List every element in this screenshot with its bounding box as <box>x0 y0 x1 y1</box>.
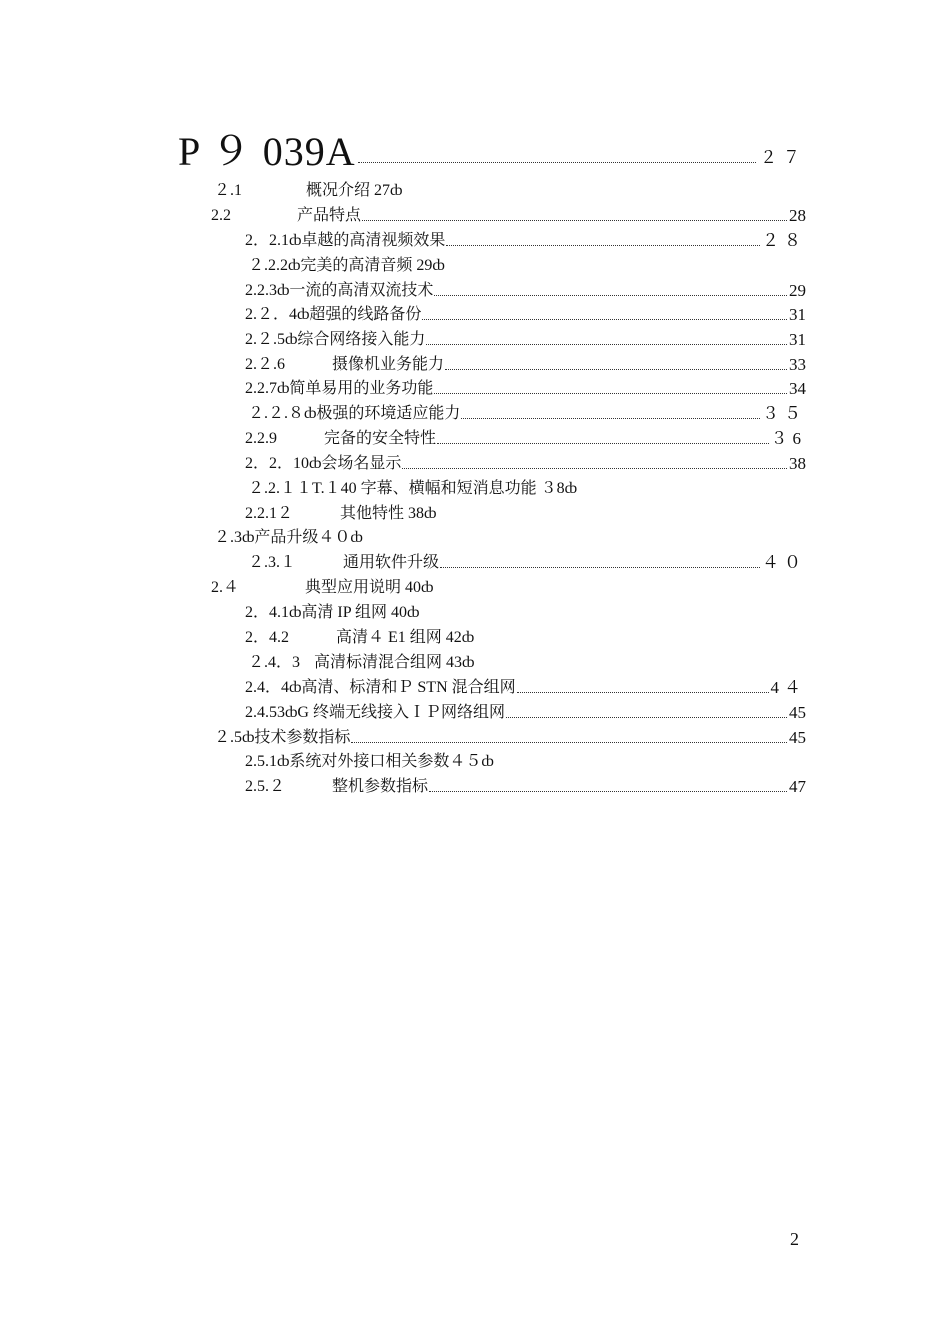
toc-entry-label: 概况介绍 27ȸ <box>306 182 403 199</box>
leader-dots <box>506 716 787 718</box>
toc-entry-number: ２.5 <box>214 729 243 746</box>
toc-entry-label: ȸ极强的环境适应能力 <box>304 405 461 422</box>
toc-entry-number: 2．4.2 <box>245 629 290 646</box>
toc-entry-number: 2.5.２ <box>245 778 286 795</box>
toc-entry-label: ȸ技术参数指标 <box>242 729 351 746</box>
leader-dots <box>434 392 787 394</box>
leader-dots <box>434 294 787 296</box>
leader-dots <box>461 417 760 419</box>
leader-dots <box>422 318 787 320</box>
toc-entry-label: ȸ综合网络接入能力 <box>285 331 426 348</box>
toc-entry-number: 2.5.1 <box>245 753 277 770</box>
toc-entry-page: 31 <box>789 305 806 324</box>
toc-title-line <box>178 128 806 172</box>
toc-entry-number: ２.2.2 <box>248 257 289 274</box>
toc-entry[interactable] <box>248 400 806 424</box>
toc-entry[interactable] <box>245 326 806 350</box>
toc-entry-number: 2.2 <box>211 207 231 224</box>
leader-dots <box>446 244 760 246</box>
toc-entry[interactable] <box>248 252 445 276</box>
toc-entry-number: ２.4．3 <box>248 654 301 671</box>
toc-entry-number: 2.2.1２ <box>245 505 294 522</box>
toc-entry[interactable] <box>245 375 806 399</box>
toc-entry-page: 28 <box>789 206 806 225</box>
toc-entry-label: ȸ会场名显示 <box>309 455 402 472</box>
toc-entry-label: 通用软件升级 <box>343 554 440 571</box>
toc-entry-number: 2.4.5 <box>245 704 277 721</box>
toc-entry[interactable] <box>245 351 806 375</box>
leader-dots <box>426 343 787 345</box>
toc-entry-page: ４０ <box>762 553 806 572</box>
toc-entry-label: 高清４ E1 组网 42ȸ <box>336 629 475 646</box>
toc-entry-number: 2.２．4 <box>245 306 298 323</box>
toc-entry[interactable] <box>214 524 363 548</box>
toc-entry[interactable] <box>214 724 806 748</box>
toc-entry-number: 2．2．10 <box>245 455 310 472</box>
toc-entry-number: 2.２.5 <box>245 331 286 348</box>
leader-dots <box>437 442 768 444</box>
toc-entry-label: 典型应用说明 40ȸ <box>305 579 434 596</box>
leader-dots <box>402 467 787 469</box>
toc-entry-number: ２.２.８ <box>248 405 305 422</box>
toc-entry-number: 2.２.6 <box>245 356 286 373</box>
leader-dots <box>362 219 787 221</box>
toc-entry[interactable] <box>245 699 806 723</box>
toc-title-page: ２７ <box>760 148 806 167</box>
toc-entry-label: 摄像机业务能力 <box>332 356 445 373</box>
toc-entry-label: ȸ高清、标清和Ｐ STN 混合组网 <box>289 679 516 696</box>
toc-entry-number: ２.3 <box>214 529 243 546</box>
toc-entry[interactable] <box>245 599 419 623</box>
toc-entry[interactable] <box>248 649 474 673</box>
toc-entry-page: 4４ <box>770 678 806 697</box>
toc-entry[interactable] <box>245 425 806 449</box>
toc-entry-number: 2．4.1 <box>245 604 290 621</box>
toc-entry[interactable] <box>245 450 806 474</box>
toc-entry-label: 完备的安全特性 <box>324 430 437 447</box>
toc-entry-number: 2.2.9 <box>245 430 277 447</box>
leader-dots <box>351 741 787 743</box>
toc-entry-number: ２.1 <box>214 182 243 199</box>
toc-entry-number: 2.４ <box>211 579 240 596</box>
toc-entry-page: 45 <box>789 728 806 747</box>
toc-entry-label: 产品特点 <box>297 207 362 224</box>
toc-entry-page: 38 <box>789 454 806 473</box>
toc-entry[interactable] <box>245 624 474 648</box>
toc-entry[interactable] <box>214 177 402 201</box>
toc-entry[interactable] <box>211 202 806 226</box>
toc-entry-number: ２.2.１１ <box>248 480 313 497</box>
toc-entry[interactable] <box>248 475 577 499</box>
toc-entry-number: 2.2.7 <box>245 380 277 397</box>
toc-entry-page: ３6 <box>770 429 806 448</box>
toc-title-text: P ９ 039A <box>178 129 356 174</box>
toc-entry[interactable] <box>245 277 806 301</box>
toc-entry-number: 2.2.3 <box>245 282 277 299</box>
leader-dots <box>358 161 756 163</box>
toc-entry-number: ２.3.１ <box>248 554 297 571</box>
toc-entry-page: 33 <box>789 355 806 374</box>
toc-entry-label: T.１40 字幕、横幅和短消息功能 ３8ȸ <box>312 480 577 497</box>
leader-dots <box>517 691 769 693</box>
toc-entry-page: 47 <box>789 777 806 796</box>
toc-entry-label: 3ȸG 终端无线接入ＩＰ网络组网 <box>277 704 505 721</box>
page-number: 2 <box>790 1229 799 1249</box>
toc-entry[interactable] <box>245 674 806 698</box>
toc-entry-page: ２８ <box>762 231 806 250</box>
toc-entry-label: ȸ完美的高清音频 29ȸ <box>288 257 445 274</box>
toc-entry-page: 45 <box>789 703 806 722</box>
toc-entry-label: 高清标清混合组网 43ȸ <box>314 654 475 671</box>
toc-entry-label: 其他特性 38ȸ <box>340 505 437 522</box>
toc-entry-label: ȸ产品升级４０ȸ <box>242 529 363 546</box>
toc-entry[interactable] <box>245 773 806 797</box>
toc-entry-label: ȸ系统对外接口相关参数４５ȸ <box>277 753 494 770</box>
toc-entry-number: 2.4．4 <box>245 679 290 696</box>
toc-entry-label: ȸ超强的线路备份 <box>297 306 422 323</box>
toc-entry-label: ȸ一流的高清双流技术 <box>277 282 434 299</box>
toc-entry[interactable] <box>245 301 806 325</box>
toc-entry-number: 2．2.1 <box>245 232 290 249</box>
toc-entry-label: ȸ卓越的高清视频效果 <box>289 232 446 249</box>
leader-dots <box>440 566 760 568</box>
leader-dots <box>429 790 787 792</box>
toc-entry-page: ３５ <box>762 404 806 423</box>
toc-entry[interactable] <box>245 227 806 251</box>
leader-dots <box>445 368 787 370</box>
toc-entry[interactable] <box>245 500 436 524</box>
toc-entry-page: 29 <box>789 281 806 300</box>
toc-entry-page: 34 <box>789 379 806 398</box>
toc-entry[interactable] <box>245 748 494 772</box>
toc-entry-label: ȸ高清 IP 组网 40ȸ <box>289 604 420 621</box>
toc-entry[interactable] <box>248 549 806 573</box>
toc-entry-page: 31 <box>789 330 806 349</box>
toc-entry[interactable] <box>211 574 433 598</box>
toc-entry-label: ȸ简单易用的业务功能 <box>277 380 434 397</box>
toc-entry-label: 整机参数指标 <box>332 778 429 795</box>
